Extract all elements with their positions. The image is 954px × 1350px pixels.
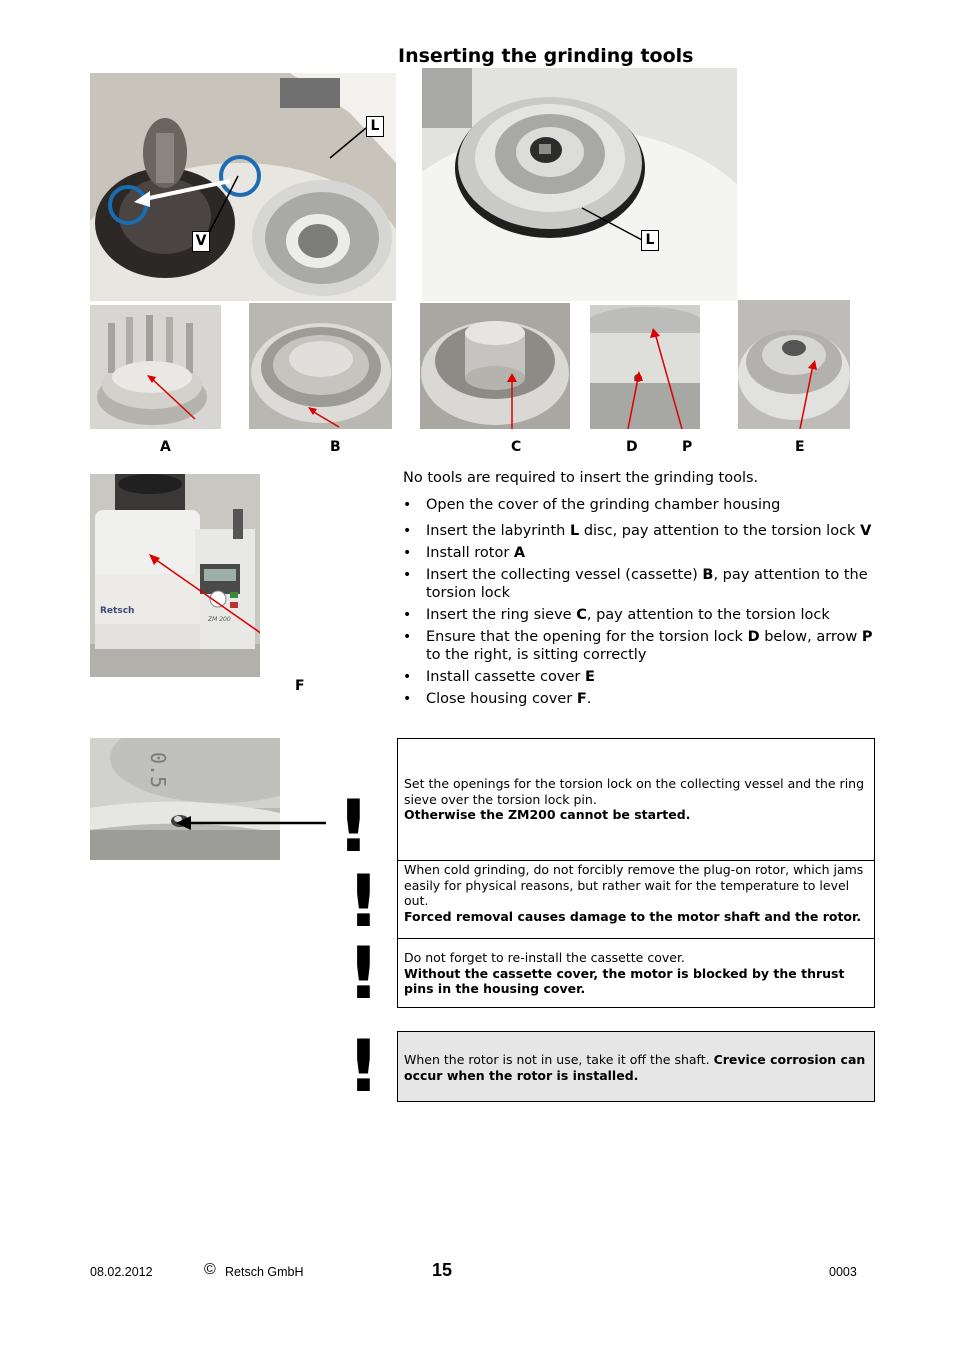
note-box-torsion-lock: Set the openings for the torsion lock on the collecting vessel and the ring sieve over the torsion lock pin. Otherwise the ZM200 cannot be started. <box>397 738 875 861</box>
intro-text: No tools are required to insert the grinding tools. <box>403 470 759 486</box>
photo-installed-disc <box>422 68 737 301</box>
sieve-marking: 0.5 <box>146 752 170 789</box>
list-item: • Ensure that the opening for the torsion lock D below, arrow P to the right, is sitting correctly <box>403 628 873 664</box>
photo-machine-f <box>90 474 260 677</box>
label-e: E <box>795 439 805 455</box>
photo-rotor-a <box>90 305 221 429</box>
note-box-cassette-cover: Do not forget to re-install the cassette cover. Without the cassette cover, the motor is blocked by the thrust pins in the housing cover. <box>397 938 875 1008</box>
page-number: 15 <box>432 1260 453 1280</box>
photo-sieve-c <box>420 303 570 429</box>
photo-labyrinth-disc <box>90 73 396 301</box>
label-c: C <box>511 439 522 455</box>
warning-exclamation-icon: ! <box>337 784 370 868</box>
label-a: A <box>160 439 171 455</box>
callout-l: L <box>366 116 384 137</box>
label-b: B <box>330 439 341 455</box>
step-list <box>403 496 873 712</box>
photo-torsion-lock-dp <box>590 305 700 429</box>
footer-code: 0003 <box>829 1265 857 1279</box>
warning-exclamation-icon: ! <box>347 931 380 1015</box>
list-item: • Close housing cover F. <box>403 690 873 708</box>
copyright-icon: © <box>204 1261 216 1278</box>
list-item: • Insert the collecting vessel (cassette) B, pay attention to the torsion lock <box>403 566 873 602</box>
list-item: • Install cassette cover E <box>403 668 873 686</box>
pin-arrow <box>176 814 326 832</box>
footer-date: 08.02.2012 <box>90 1265 153 1279</box>
list-item: • Install rotor A <box>403 544 873 562</box>
footer-company: Retsch GmbH <box>225 1265 304 1279</box>
list-item: • Insert the ring sieve C, pay attention to the torsion lock <box>403 606 873 624</box>
label-p: P <box>682 439 693 455</box>
photo-torsion-pin-closeup <box>90 738 280 860</box>
note-box-cold-grinding: When cold grinding, do not forcibly remove the plug-on rotor, which jams easily for physical reasons, but rather wait for the temperature to level out. Forced removal causes damage to the motor shaft and the rotor. <box>397 860 875 939</box>
label-f: F <box>295 678 305 694</box>
page-title: Inserting the grinding tools <box>398 45 694 67</box>
warning-exclamation-icon: ! <box>347 1024 380 1108</box>
label-d: D <box>626 439 638 455</box>
list-item: • Open the cover of the grinding chamber housing <box>403 496 873 514</box>
callout-l-installed: L <box>641 230 659 251</box>
warning-exclamation-icon: ! <box>347 859 380 943</box>
machine-brand: Retsch <box>100 606 135 616</box>
machine-model: ZM 200 <box>208 616 231 623</box>
photo-vessel-b <box>249 303 392 429</box>
photo-cassette-cover-e <box>738 300 850 429</box>
note-box-crevice-corrosion: When the rotor is not in use, take it off the shaft. Crevice corrosion can occur when the rotor is installed. <box>397 1031 875 1102</box>
callout-v: V <box>192 231 210 252</box>
list-item: • Insert the labyrinth L disc, pay attention to the torsion lock V <box>403 522 873 540</box>
